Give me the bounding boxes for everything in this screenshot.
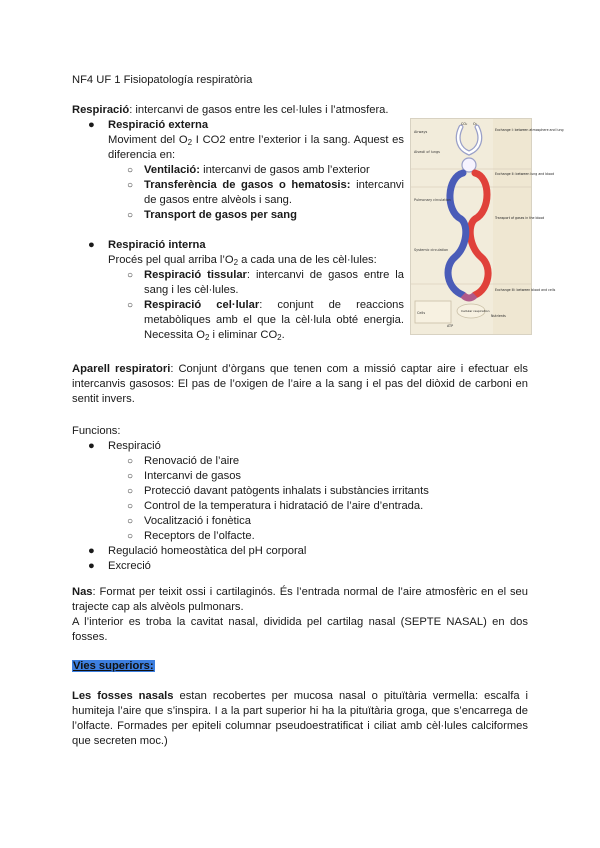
list-item-cellular: ○ Respiració cel·lular: conjunt de reaccions metabòliques amb el que la cèl·lula obté energia. Necessita $O_2$ i eliminar $CO_2$. xyxy=(127,299,404,342)
bullet-icon: ● xyxy=(88,239,95,251)
bullet-icon: ● xyxy=(88,440,95,452)
circle-bullet-icon: ○ xyxy=(127,180,134,191)
funcions-list xyxy=(72,439,528,574)
list-item-transferencia: ○ Transferència de gasos o hematosis: intercanvi de gasos entre alvèols i sang. xyxy=(127,179,404,206)
circle-bullet-icon: ○ xyxy=(127,165,134,176)
sub-item-vocalitzacio: ○ Vocalització i fonètica xyxy=(127,515,251,527)
bullet-icon: ● xyxy=(88,560,95,572)
list-item-excrecio: ● Excreció xyxy=(88,560,151,572)
list-item-transport: ○ Transport de gasos per sang xyxy=(127,209,297,221)
interna-label: Respiració interna xyxy=(108,239,206,251)
list-item-externa xyxy=(72,118,404,133)
circle-bullet-icon: ○ xyxy=(127,486,134,497)
sub-item-receptors: ○ Receptors de l’olfacte. xyxy=(127,530,255,542)
label-transport: Transport of gases in the blood xyxy=(495,216,545,220)
oxygenated-vessel xyxy=(470,173,488,295)
label-nutrients: Nutrients xyxy=(491,314,506,318)
funcions-heading: Funcions: xyxy=(72,425,121,437)
list-item-ventilacio: ○ Ventilació: intercanvi de gasos amb l’exterior xyxy=(127,164,370,176)
label-co2: CO₂ xyxy=(461,122,468,126)
bullet-icon: ● xyxy=(88,545,95,557)
circle-bullet-icon: ○ xyxy=(127,501,134,512)
sub-item-control: ○ Control de la temperatura i hidratació de l’aire d’entrada. xyxy=(127,500,424,512)
circle-bullet-icon: ○ xyxy=(127,471,134,482)
list-item-respiracio: ● Respiració xyxy=(88,440,161,452)
label-panel xyxy=(493,119,531,334)
nas-paragraph: Nas: Format per teixit ossi i cartilaginós. És l’entrada normal de l’aire atmosfèric en el seu trajecte cap als alvèols pulmonars. xyxy=(72,586,528,613)
externa-desc: Moviment del $O_2$ I CO2 entre l’exterior i la sang. Aquest es diferencia en: xyxy=(108,134,405,161)
sub-item-proteccio: ○ Protecció davant patògents inhalats i substàncies irritants xyxy=(127,485,429,497)
circle-bullet-icon: ○ xyxy=(127,516,134,527)
label-systemic: Systemic circulation xyxy=(414,248,449,252)
label-airways: Airways xyxy=(414,130,428,134)
list-item-regulacio: ● Regulació homeostàtica del pH corporal xyxy=(88,545,307,557)
aparell-paragraph: Aparell respiratori: Conjunt d’òrgans que tenen com a missió captar aire i efectuar els intercanvis gasosos: El pas de l’oxigen de l’aire a la sang i el pas del diòxid de carboni en sentit invers. xyxy=(72,363,529,405)
circle-bullet-icon: ○ xyxy=(127,456,134,467)
label-cellular-respiration: Cellular respiration xyxy=(461,309,490,313)
circle-bullet-icon: ○ xyxy=(127,300,134,311)
label-pulmonary: Pulmonary circulation xyxy=(414,198,451,202)
label-atp: ATP xyxy=(447,324,454,328)
interna-desc: Procés pel qual arriba $l’O_2$ a cada una de les cèl·lules: xyxy=(108,254,377,267)
label-exchange-1: Exchange I: between atmosphere and lung xyxy=(495,128,564,132)
label-cells: Cells xyxy=(417,311,426,315)
fosses-paragraph: Les fosses nasals estan recobertes per mucosa nasal o pituïtària vermella: escalfa i humiteja l’aire que s’inspira. I a la part superior hi ha la pituïtària groga, que s’encarrega de l’olfacte. Formades per epiteli columnar pseudoestratificat i ciliat amb cèl·lules calciformes que secreten moc.) xyxy=(72,690,529,747)
list-item-interna xyxy=(72,238,404,253)
list-item-tissular: ○ Respiració tissular: intercanvi de gasos entre la sang i les cèl·lules. xyxy=(127,269,404,296)
label-exchange-2: Exchange II: between lung and blood xyxy=(495,172,555,176)
respiration-diagram-svg xyxy=(411,119,564,334)
circle-bullet-icon: ○ xyxy=(127,210,134,221)
circle-bullet-icon: ○ xyxy=(127,270,134,281)
sub-item-renovacio: ○ Renovació de l’aire xyxy=(127,455,240,467)
sub-item-intercanvi: ○ Intercanvi de gasos xyxy=(127,470,242,482)
respiration-diagram xyxy=(410,118,564,335)
respiracio-list xyxy=(72,118,404,343)
label-exchange-3: Exchange III: between blood and cells xyxy=(495,288,556,292)
respiracio-term: Respiració xyxy=(72,104,130,116)
bullet-icon: ● xyxy=(88,119,95,131)
respiracio-def: : intercanvi de gasos entre les cel·lules i l’atmosfera. xyxy=(129,104,389,116)
circle-bullet-icon: ○ xyxy=(127,531,134,542)
vies-superiors-heading: Vies superiors: xyxy=(73,660,154,672)
nas-paragraph-2: A l’interior es troba la cavitat nasal, dividida pel cartilag nasal (SEPTE NASAL) en dos fosses. xyxy=(72,616,528,643)
deoxygenated-vessel xyxy=(448,173,466,295)
respiracio-paragraph xyxy=(72,103,392,118)
externa-label: Respiració externa xyxy=(108,119,209,131)
label-o2: O₂ xyxy=(473,122,478,126)
label-alveoli: Alveoli of lungs xyxy=(414,150,440,154)
document-title: NF4 UF 1 Fisiopatología respiratòria xyxy=(72,74,253,86)
